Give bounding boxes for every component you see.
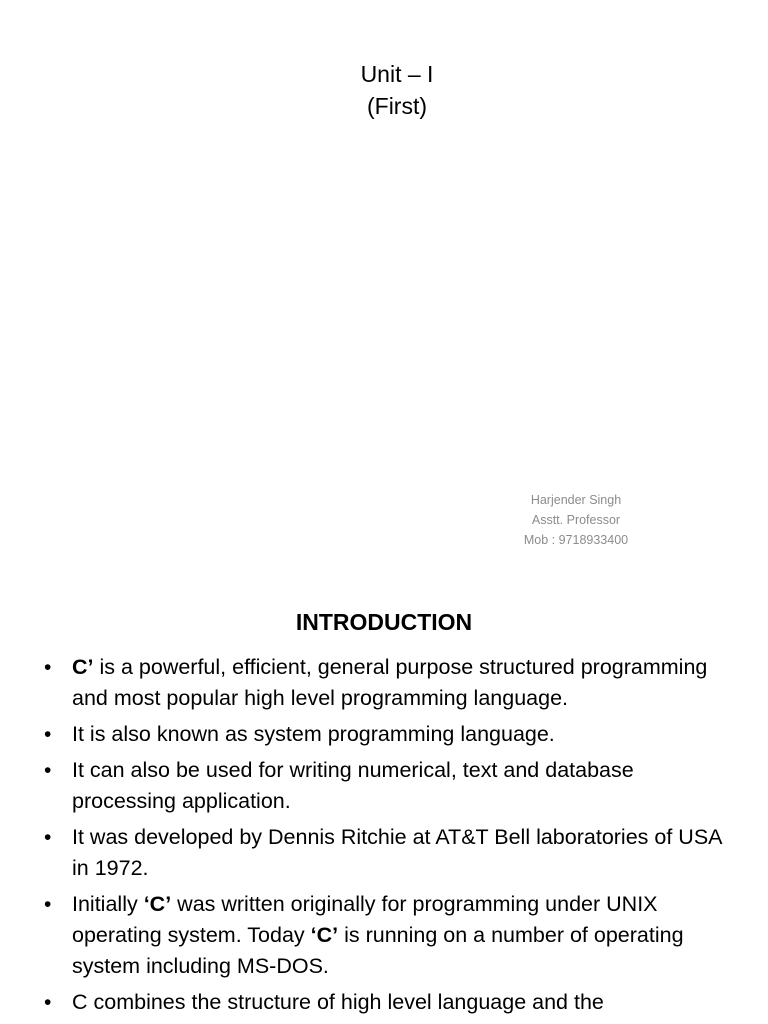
- slide-title: [0, 58, 768, 122]
- bullet-icon: •: [44, 826, 52, 849]
- bullet-text: was written originally for programming under UNIX operating system. Today: [72, 892, 658, 947]
- bullet-text: C combines the structure of high level language and the: [72, 990, 604, 1014]
- bullet-text: is running on a number of operating system including MS-DOS.: [72, 923, 684, 978]
- bold-text: C’: [72, 655, 94, 679]
- bullet-list: [0, 652, 768, 1023]
- bold-text: ‘C’: [310, 923, 339, 947]
- author-name: Harjender Singh: [530, 493, 622, 507]
- bold-text: ‘C’: [143, 892, 172, 916]
- title-line-first: (First): [366, 93, 428, 119]
- list-item: [0, 719, 768, 750]
- list-item: [0, 755, 768, 817]
- bullet-text: Initially: [72, 892, 144, 916]
- author-info: [476, 490, 676, 550]
- author-designation: Asstt. Professor: [531, 513, 621, 527]
- bullet-icon: •: [44, 759, 52, 782]
- bullet-text: It is also known as system programming language.: [72, 722, 555, 746]
- bullet-icon: •: [44, 723, 52, 746]
- bullet-text: is a powerful, efficient, general purpose structured programming and most popular high level programming language.: [72, 655, 708, 710]
- bullet-text: It was developed by Dennis Ritchie at AT&T Bell laboratories of USA in 1972.: [72, 825, 722, 880]
- introduction-slide: [0, 580, 768, 1024]
- bullet-icon: •: [44, 991, 52, 1014]
- introduction-heading: INTRODUCTION: [295, 609, 473, 635]
- bullet-icon: •: [44, 893, 52, 916]
- title-line-unit: Unit – I: [360, 61, 434, 87]
- bullet-icon: •: [44, 656, 52, 679]
- list-item: [0, 987, 768, 1018]
- list-item: [0, 652, 768, 714]
- bullet-text: It can also be used for writing numerical, text and database processing application.: [72, 758, 634, 813]
- author-mobile: Mob : 9718933400: [523, 533, 629, 547]
- list-item: [0, 822, 768, 884]
- list-item: [0, 889, 768, 982]
